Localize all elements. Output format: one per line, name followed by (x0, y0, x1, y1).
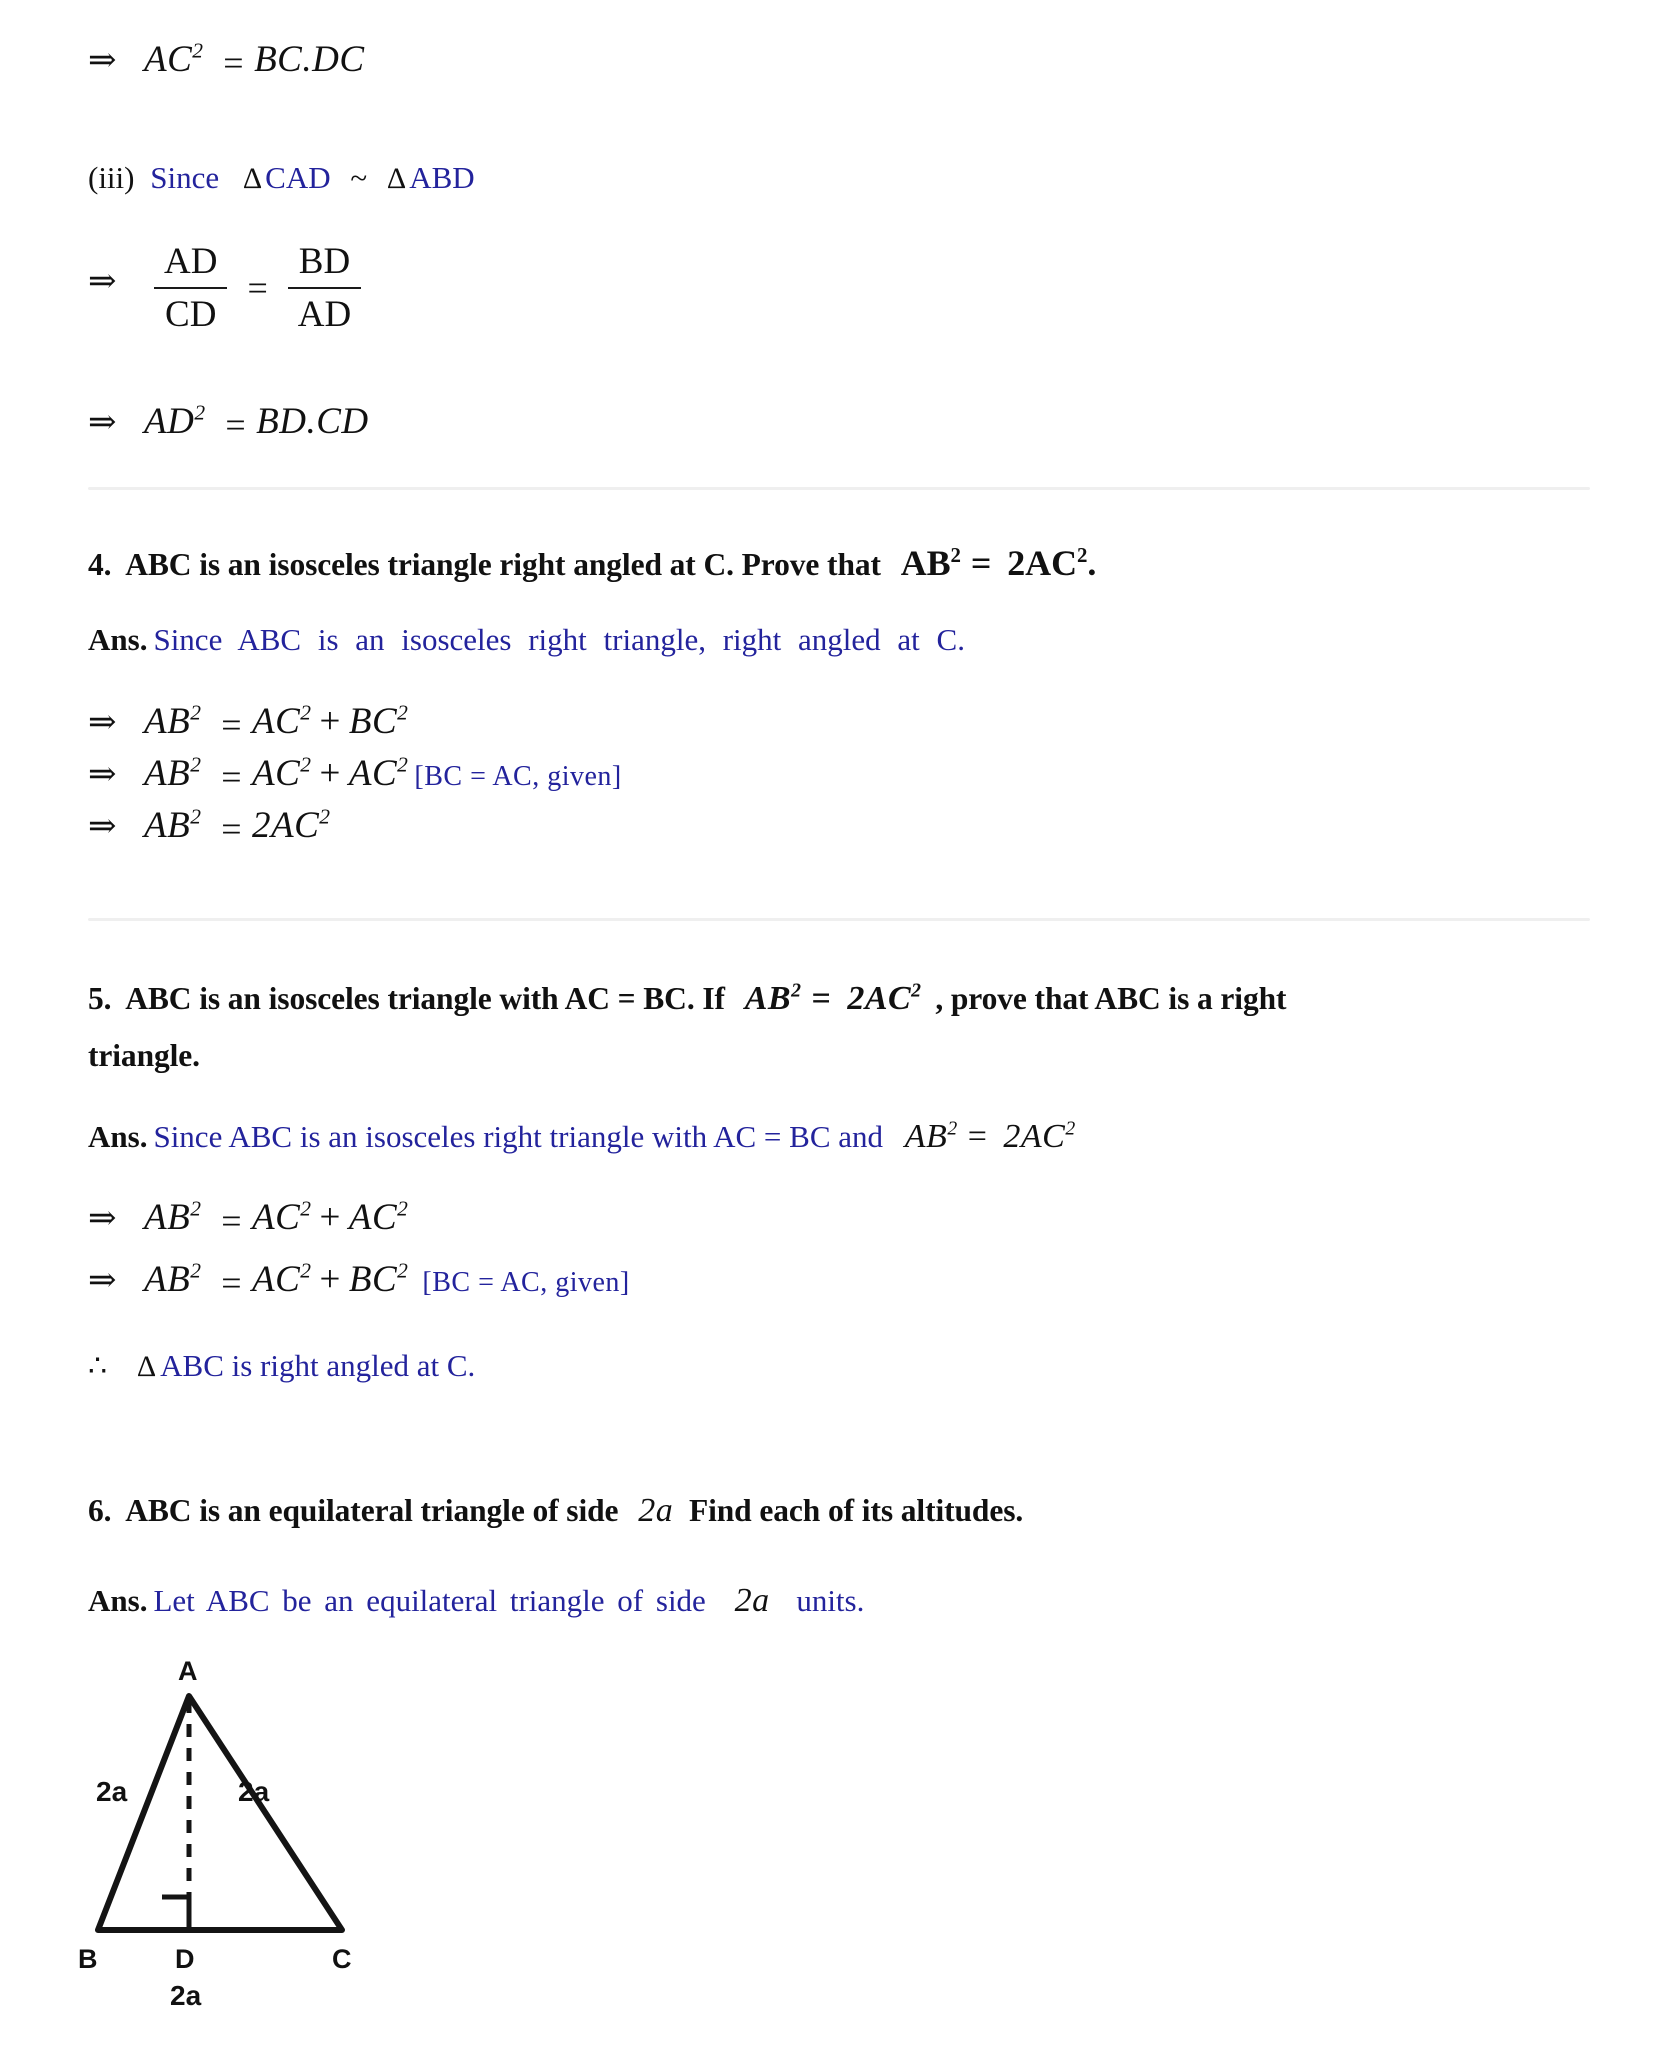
q4-step2-term2: AC (348, 753, 398, 794)
q4-formula-period: . (1087, 543, 1097, 583)
q4-formula-lhs: AB (900, 543, 951, 583)
side-label-left: 2a (96, 1776, 128, 1807)
equation-rhs: BC.DC (254, 39, 365, 80)
equilateral-triangle-altitude-diagram (70, 1648, 400, 2038)
q5-step2-term1-exp: 2 (300, 1258, 312, 1283)
answer-text-2: Since ABC is an isosceles right triangle with AC = BC and (153, 1119, 884, 1154)
question-5-heading-line-1 (88, 980, 1286, 1018)
equals-sign: = (223, 42, 245, 83)
triangle-symbol-icon-2: Δ (386, 162, 407, 195)
q5-step2-equals: = (221, 1262, 242, 1303)
question-6-answer (88, 1582, 864, 1620)
proportion-equation (88, 240, 367, 336)
q4-formula-equals: = (970, 543, 992, 583)
q4-step2-equals: = (221, 756, 242, 797)
triangle-figure-svg (70, 1648, 400, 2038)
section-divider-2 (88, 918, 1590, 921)
question-6-heading (88, 1492, 1023, 1530)
q4-step-3 (88, 804, 331, 850)
q4-step2-lhs: AB (144, 753, 191, 794)
vertex-label-c: C (332, 1944, 352, 1974)
question-5-text-before: ABC is an isosceles triangle with AC = BC. If (125, 981, 725, 1016)
fraction-bar-2 (288, 287, 361, 289)
q6-answer-side-value: 2a (734, 1582, 770, 1619)
q5-ans-formula-rhs: 2AC (1003, 1118, 1066, 1155)
answer-text: Since ABC is an isosceles right triangle, right angled at C. (153, 622, 965, 657)
answer-label-2: Ans. (88, 1119, 148, 1154)
question-5-heading-line-2 (88, 1038, 200, 1074)
q5-step2-lhs: AB (144, 1259, 191, 1300)
q4-step3-lhs-exp: 2 (190, 804, 202, 829)
q5-formula-rhs-exp: 2 (911, 979, 922, 1002)
question-6-text-before: ABC is an equilateral triangle of side (125, 1493, 619, 1528)
implies-arrow-icon: ⇒ (88, 42, 117, 79)
q5-conclusion-text: ABC is right angled at C. (160, 1348, 476, 1383)
fraction-bd-over-ad (288, 240, 361, 336)
answer-label: Ans. (88, 622, 148, 657)
q5-step1-plus: + (319, 1197, 341, 1238)
q4-step2-term1-exp: 2 (300, 752, 312, 777)
answer-text-3: Let ABC be an equilateral triangle of side (153, 1583, 706, 1618)
q5-conclusion (88, 1348, 475, 1384)
answer-label-3: Ans. (88, 1583, 148, 1618)
q5-step1-equals: = (221, 1200, 242, 1241)
q5-formula-rhs: 2AC (847, 980, 912, 1017)
q4-step2-term1: AC (252, 753, 301, 794)
fraction-ad-over-cd (154, 240, 227, 336)
similarity-statement (88, 160, 475, 196)
triangle-two-name: ABD (409, 160, 475, 195)
q5-step2-term2: BC (348, 1259, 398, 1300)
fraction-numerator: AD (164, 241, 218, 282)
q5-formula-equals: = (811, 980, 832, 1017)
equation-lhs-exponent-2: 2 (194, 400, 206, 425)
q4-step3-term1-exp: 2 (319, 804, 331, 829)
equals-sign-2: = (247, 268, 268, 308)
q4-step2-note: [BC = AC, given] (414, 761, 622, 792)
q5-step1-term2: AC (348, 1197, 398, 1238)
q5-formula-lhs: AB (744, 980, 792, 1017)
q5-step2-term1: AC (252, 1259, 301, 1300)
q5-step2-lhs-exp: 2 (190, 1258, 202, 1283)
q5-step-1 (88, 1196, 408, 1242)
question-6-text-after: Find each of its altitudes. (688, 1493, 1024, 1528)
vertex-label-a: A (178, 1656, 198, 1686)
question-4-text: ABC is an isosceles triangle right angled at C. Prove that (125, 547, 881, 582)
equation-lhs: AC (144, 39, 193, 80)
question-6-number: 6. (88, 1493, 112, 1528)
q5-step-2 (88, 1258, 630, 1304)
fraction-denominator-2: AD (297, 294, 352, 335)
q5-ans-formula-lhs-exp: 2 (947, 1117, 958, 1140)
q4-step2-plus: + (319, 753, 341, 794)
q4-step1-term1-exp: 2 (300, 700, 312, 725)
q6-answer-text-after: units. (796, 1583, 865, 1618)
implies-arrow-icon-4: ⇒ (88, 704, 117, 741)
q5-step1-term1-exp: 2 (300, 1196, 312, 1221)
q4-step3-lhs: AB (144, 805, 191, 846)
fraction-denominator: CD (165, 294, 217, 335)
implies-arrow-icon-8: ⇒ (88, 1262, 117, 1299)
q5-step2-plus: + (319, 1259, 341, 1300)
fraction-bar (154, 287, 227, 289)
part-label-iii: (iii) (88, 160, 135, 195)
q4-step-1 (88, 700, 408, 746)
q4-step-2 (88, 752, 622, 798)
question-5-number: 5. (88, 981, 112, 1016)
q4-step1-equals: = (221, 704, 242, 745)
implies-arrow-icon-7: ⇒ (88, 1200, 117, 1237)
side-label-base: 2a (170, 1980, 202, 2011)
vertex-label-d: D (175, 1944, 195, 1974)
q4-step2-term2-exp: 2 (397, 752, 409, 777)
q5-step1-lhs-exp: 2 (190, 1196, 202, 1221)
q4-step1-term2-exp: 2 (397, 700, 409, 725)
similar-symbol-icon: ~ (350, 160, 368, 195)
question-6-side-value: 2a (638, 1492, 674, 1529)
q4-formula-lhs-exponent: 2 (950, 543, 961, 567)
triangle-one-name: CAD (265, 160, 331, 195)
equation-ac-squared (88, 38, 365, 84)
question-4-heading (88, 542, 1096, 584)
q5-answer-formula (905, 1118, 1076, 1155)
q4-formula-rhs: 2AC (1007, 543, 1077, 583)
question-4-formula (901, 543, 1097, 583)
q5-step1-term2-exp: 2 (397, 1196, 409, 1221)
q5-ans-formula-rhs-exp: 2 (1065, 1117, 1076, 1140)
q4-step1-term1: AC (252, 701, 301, 742)
equals-sign-3: = (225, 404, 247, 445)
section-divider-1 (88, 487, 1590, 490)
q5-ans-formula-lhs: AB (904, 1118, 948, 1155)
side-label-right: 2a (238, 1776, 270, 1807)
question-5-formula (745, 980, 922, 1017)
q4-step3-equals: = (221, 808, 242, 849)
q4-step1-lhs-exp: 2 (190, 700, 202, 725)
triangle-symbol-icon-3: Δ (136, 1350, 157, 1383)
implies-arrow-icon-5: ⇒ (88, 756, 117, 793)
right-angle-mark-icon (162, 1897, 189, 1930)
implies-arrow-icon-3: ⇒ (88, 404, 117, 441)
triangle-symbol-icon: Δ (242, 162, 263, 195)
question-4-answer (88, 622, 965, 658)
q5-ans-formula-equals: = (967, 1118, 988, 1155)
question-5-answer (88, 1118, 1076, 1156)
question-5-text-after: , prove that ABC is a right (935, 981, 1287, 1016)
fraction-numerator-2: BD (298, 241, 351, 282)
triangle-outline (98, 1696, 342, 1930)
therefore-symbol-icon: ∴ (88, 1350, 108, 1383)
q5-step1-lhs: AB (144, 1197, 191, 1238)
implies-arrow-icon-6: ⇒ (88, 808, 117, 845)
q5-step1-term1: AC (252, 1197, 301, 1238)
vertex-label-b: B (78, 1944, 98, 1974)
q5-formula-lhs-exp: 2 (791, 979, 802, 1002)
question-4-number: 4. (88, 547, 112, 582)
q4-step3-term1: 2AC (252, 805, 320, 846)
q4-formula-rhs-exponent: 2 (1076, 543, 1088, 567)
q5-step2-note: [BC = AC, given] (422, 1267, 630, 1298)
question-5-text-line2: triangle. (88, 1038, 200, 1073)
equation-lhs-2: AD (144, 401, 195, 442)
equation-rhs-2: BD.CD (256, 401, 369, 442)
q4-step1-lhs: AB (144, 701, 191, 742)
since-word: Since (150, 160, 220, 195)
q5-step2-term2-exp: 2 (397, 1258, 409, 1283)
q4-step2-lhs-exp: 2 (190, 752, 202, 777)
q4-step1-plus: + (319, 701, 341, 742)
equation-lhs-exponent: 2 (192, 38, 204, 63)
equation-ad-squared (88, 400, 369, 446)
implies-arrow-icon-2: ⇒ (88, 262, 117, 300)
q4-step1-term2: BC (348, 701, 398, 742)
